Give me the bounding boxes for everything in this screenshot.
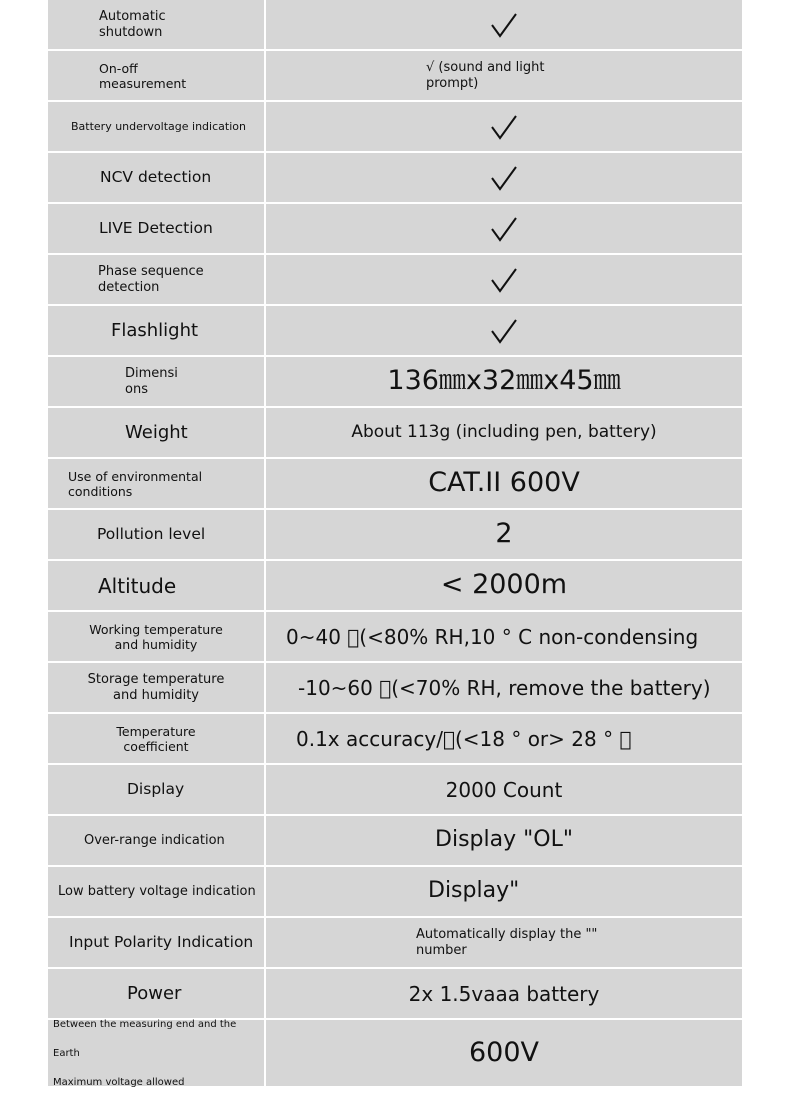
row-value: 600V — [468, 1036, 539, 1068]
row-label: Working temperature and humidity — [89, 621, 223, 652]
row-label: Temperature coefficient — [116, 723, 196, 754]
row-value: -10~60 ￿(<70% RH, remove the battery) — [298, 675, 711, 700]
row-value: CAT.II 600V — [428, 467, 580, 499]
row-value: 2x 1.5vaaa battery — [408, 981, 600, 1006]
row-label: LIVE Detection — [99, 219, 213, 238]
row-label: On-off measurement — [99, 60, 187, 91]
check-mark-icon — [489, 317, 519, 345]
row-label: Display — [127, 780, 185, 799]
table-row — [48, 1020, 742, 1086]
check-mark-icon — [489, 11, 519, 39]
row-label: Altitude — [98, 573, 177, 598]
table-row — [48, 918, 742, 967]
check-mark-icon — [489, 113, 519, 141]
row-label: Automatic shutdown — [99, 8, 166, 40]
row-value: 136㎜x32㎜x45㎜ — [387, 365, 621, 397]
row-value: < 2000m — [440, 569, 568, 601]
check-cell — [266, 102, 742, 151]
row-label: Low battery voltage indication — [58, 883, 256, 899]
table-row — [48, 0, 742, 49]
table-row — [48, 816, 742, 865]
table-row — [48, 255, 742, 304]
table-row — [48, 714, 742, 763]
check-mark-icon — [489, 215, 519, 243]
table-row — [48, 204, 742, 253]
table-row — [48, 306, 742, 355]
row-value: 2 — [495, 518, 513, 550]
row-value: 2000 Count — [445, 777, 563, 802]
row-label: Power — [127, 982, 182, 1004]
check-mark-icon — [489, 164, 519, 192]
row-label: Weight — [125, 421, 188, 443]
row-value: Automatically display the "" number — [416, 926, 598, 958]
table-row — [48, 612, 742, 661]
row-label: Use of environmental conditions — [68, 468, 203, 499]
row-value: 0~40 ￿(<80% RH,10 ° C non-condensing — [286, 624, 699, 649]
spec-table — [48, 0, 742, 1088]
check-cell — [266, 255, 742, 304]
table-row — [48, 408, 742, 457]
row-value: √ (sound and light prompt) — [426, 59, 545, 91]
row-label: Phase sequence detection — [98, 263, 204, 295]
row-label: Flashlight — [111, 319, 199, 341]
row-label: Pollution level — [97, 525, 206, 544]
row-value: Display "OL" — [435, 827, 573, 853]
row-label: Storage temperature and humidity — [87, 671, 225, 703]
row-label: Between the measuring end and the Earth Maximum voltage allowed — [53, 1018, 237, 1088]
row-label: NCV detection — [100, 168, 212, 187]
table-row — [48, 510, 742, 559]
row-value: Display" — [428, 878, 520, 904]
row-label: Over-range indication — [84, 832, 225, 848]
row-label: Input Polarity Indication — [69, 933, 254, 952]
table-row — [48, 102, 742, 151]
check-cell — [266, 153, 742, 202]
check-cell — [266, 204, 742, 253]
table-row — [48, 459, 742, 508]
check-cell — [266, 0, 742, 49]
table-row — [48, 357, 742, 406]
row-value: 0.1x accuracy/￿(<18 ° or> 28 ° ￿ — [296, 726, 632, 751]
check-cell — [266, 306, 742, 355]
table-row — [48, 765, 742, 814]
table-row — [48, 867, 742, 916]
table-row — [48, 51, 742, 100]
row-value: About 113g (including pen, battery) — [351, 422, 657, 443]
table-row — [48, 561, 742, 610]
row-label: Battery undervoltage indication — [71, 119, 246, 133]
table-row — [48, 663, 742, 712]
table-row — [48, 153, 742, 202]
check-mark-icon — [489, 266, 519, 294]
row-label: Dimensi ons — [125, 365, 178, 397]
